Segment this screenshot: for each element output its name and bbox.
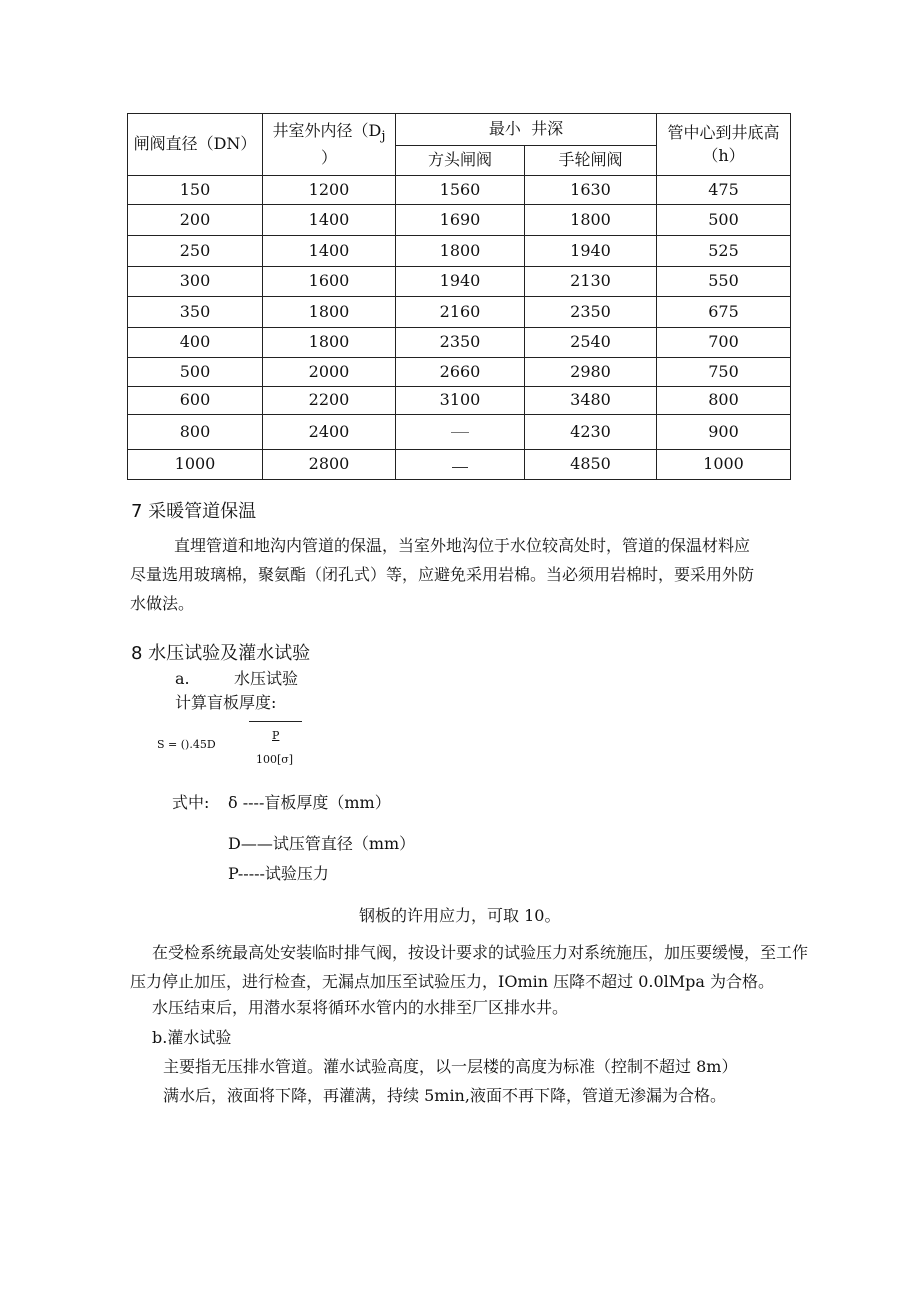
- cell-hand: 2540: [525, 328, 657, 358]
- formula-left: S = ().45D: [157, 738, 216, 751]
- cell-dn: 300: [128, 267, 263, 297]
- cell-h: 675: [657, 297, 791, 328]
- table-row: [128, 267, 791, 297]
- table-row: [128, 236, 791, 267]
- cell-hand: 1630: [525, 176, 657, 205]
- header-square-gate: 方头闸阀: [396, 146, 525, 176]
- b-line-2: 满水后，液面将下降，再灌满，持续 5min,液面不再下降，管道无渗漏为合格。: [163, 1086, 726, 1105]
- header-hand-gate: 手轮闸阀: [525, 146, 657, 176]
- cell-square: 1940: [396, 267, 525, 297]
- section7-line-1: 直埋管道和地沟内管道的保温，当室外地沟位于水位较高处时，管道的保温材料应: [174, 536, 751, 555]
- cell-dn: 200: [128, 205, 263, 236]
- cell-h: 900: [657, 415, 791, 450]
- para2: 水压结束后，用潜水泵将循环水管内的水排至厂区排水井。: [152, 998, 569, 1017]
- cell-dn: 150: [128, 176, 263, 205]
- cell-hand: 1940: [525, 236, 657, 267]
- table-row: [128, 415, 791, 450]
- cell-h: 550: [657, 267, 791, 297]
- cell-dj: 2200: [263, 387, 396, 415]
- cell-square: 1800: [396, 236, 525, 267]
- cell-dn: 500: [128, 358, 263, 387]
- para1-line-1: 在受检系统最高处安装临时排气阀，按设计要求的试验压力对系统施压，加压要缓慢，至工作: [152, 943, 809, 962]
- steel-note: 钢板的许用应力，可取 10。: [359, 906, 561, 925]
- cell-dj: 1600: [263, 267, 396, 297]
- cell-square-empty: [396, 415, 525, 450]
- where-d: D——试压管直径（mm）: [228, 834, 416, 853]
- section7-title: 7 采暖管道保温: [131, 501, 257, 522]
- cell-square: 2160: [396, 297, 525, 328]
- a-label: a.: [175, 669, 190, 688]
- dash-mark: [452, 467, 468, 468]
- header-h-line1: 管中心到井底高: [667, 123, 780, 143]
- formula-denominator: 100[σ]: [256, 753, 294, 766]
- cell-dj: 1400: [263, 236, 396, 267]
- cell-hand: 2980: [525, 358, 657, 387]
- cell-dn: 400: [128, 328, 263, 358]
- cell-dj: 1200: [263, 176, 396, 205]
- cell-h: 800: [657, 387, 791, 415]
- cell-dj: 1400: [263, 205, 396, 236]
- table-row: [128, 450, 791, 480]
- cell-h: 525: [657, 236, 791, 267]
- formula-numerator: P: [272, 729, 280, 742]
- b-line-1: 主要指无压排水管道。灌水试验高度，以一层楼的高度为标准（控制不超过 8m）: [163, 1057, 738, 1076]
- cell-dj: 1800: [263, 328, 396, 358]
- cell-dj: 2000: [263, 358, 396, 387]
- header-dn: 闸阀直径（DN）: [128, 114, 263, 176]
- cell-h: 500: [657, 205, 791, 236]
- cell-hand: 2350: [525, 297, 657, 328]
- cell-square-empty: [396, 450, 525, 480]
- cell-square: 3100: [396, 387, 525, 415]
- b-title: b.灌水试验: [152, 1028, 232, 1047]
- table-row: [128, 328, 791, 358]
- cell-dj: 2800: [263, 450, 396, 480]
- section7-line-2: 尽量选用玻璃棉，聚氨酯（闭孔式）等，应避免采用岩棉。当必须用岩棉时，要采用外防: [130, 565, 755, 584]
- calc-label: 计算盲板厚度:: [175, 693, 277, 712]
- cell-hand: 2130: [525, 267, 657, 297]
- header-dj-line2: ）: [320, 147, 337, 167]
- header-h-line2: （h）: [702, 145, 745, 165]
- header-dj-sub: j: [381, 129, 386, 145]
- cell-h: 1000: [657, 450, 791, 480]
- cell-square: 2350: [396, 328, 525, 358]
- table-row: [128, 358, 791, 387]
- cell-square: 2660: [396, 358, 525, 387]
- cell-square: 1560: [396, 176, 525, 205]
- table-row: [128, 297, 791, 328]
- where-p: P-----试验压力: [228, 864, 329, 883]
- header-dj-line1: 井室外内径（D: [272, 120, 382, 140]
- cell-h: 475: [657, 176, 791, 205]
- table-row: [128, 205, 791, 236]
- table-row: [128, 387, 791, 415]
- a-title: 水压试验: [234, 669, 299, 688]
- cell-dj: 2400: [263, 415, 396, 450]
- cell-hand: 3480: [525, 387, 657, 415]
- cell-dn: 250: [128, 236, 263, 267]
- header-h: [657, 114, 791, 176]
- cell-dn: 600: [128, 387, 263, 415]
- cell-square: 1690: [396, 205, 525, 236]
- valve-well-table: [127, 113, 791, 480]
- section7-line-3: 水做法。: [130, 594, 195, 613]
- cell-hand: 4850: [525, 450, 657, 480]
- cell-hand: 4230: [525, 415, 657, 450]
- formula-overline: [249, 721, 302, 722]
- para1-line-2: 压力停止加压，进行检查，无漏点加压至试验压力，IOmin 压降不超过 0.0lMpa 为合格。: [130, 972, 775, 991]
- dash-mark: [451, 432, 469, 433]
- section8-title: 8 水压试验及灌水试验: [131, 643, 311, 664]
- cell-dn: 1000: [128, 450, 263, 480]
- cell-h: 700: [657, 328, 791, 358]
- cell-dn: 800: [128, 415, 263, 450]
- cell-h: 750: [657, 358, 791, 387]
- header-dj: [263, 114, 396, 176]
- header-min-depth: 最小 井深: [396, 114, 657, 146]
- where-label: 式中:: [172, 793, 210, 812]
- cell-dn: 350: [128, 297, 263, 328]
- table-row: [128, 176, 791, 205]
- cell-hand: 1800: [525, 205, 657, 236]
- where-delta: δ ----盲板厚度（mm）: [228, 793, 391, 812]
- cell-dj: 1800: [263, 297, 396, 328]
